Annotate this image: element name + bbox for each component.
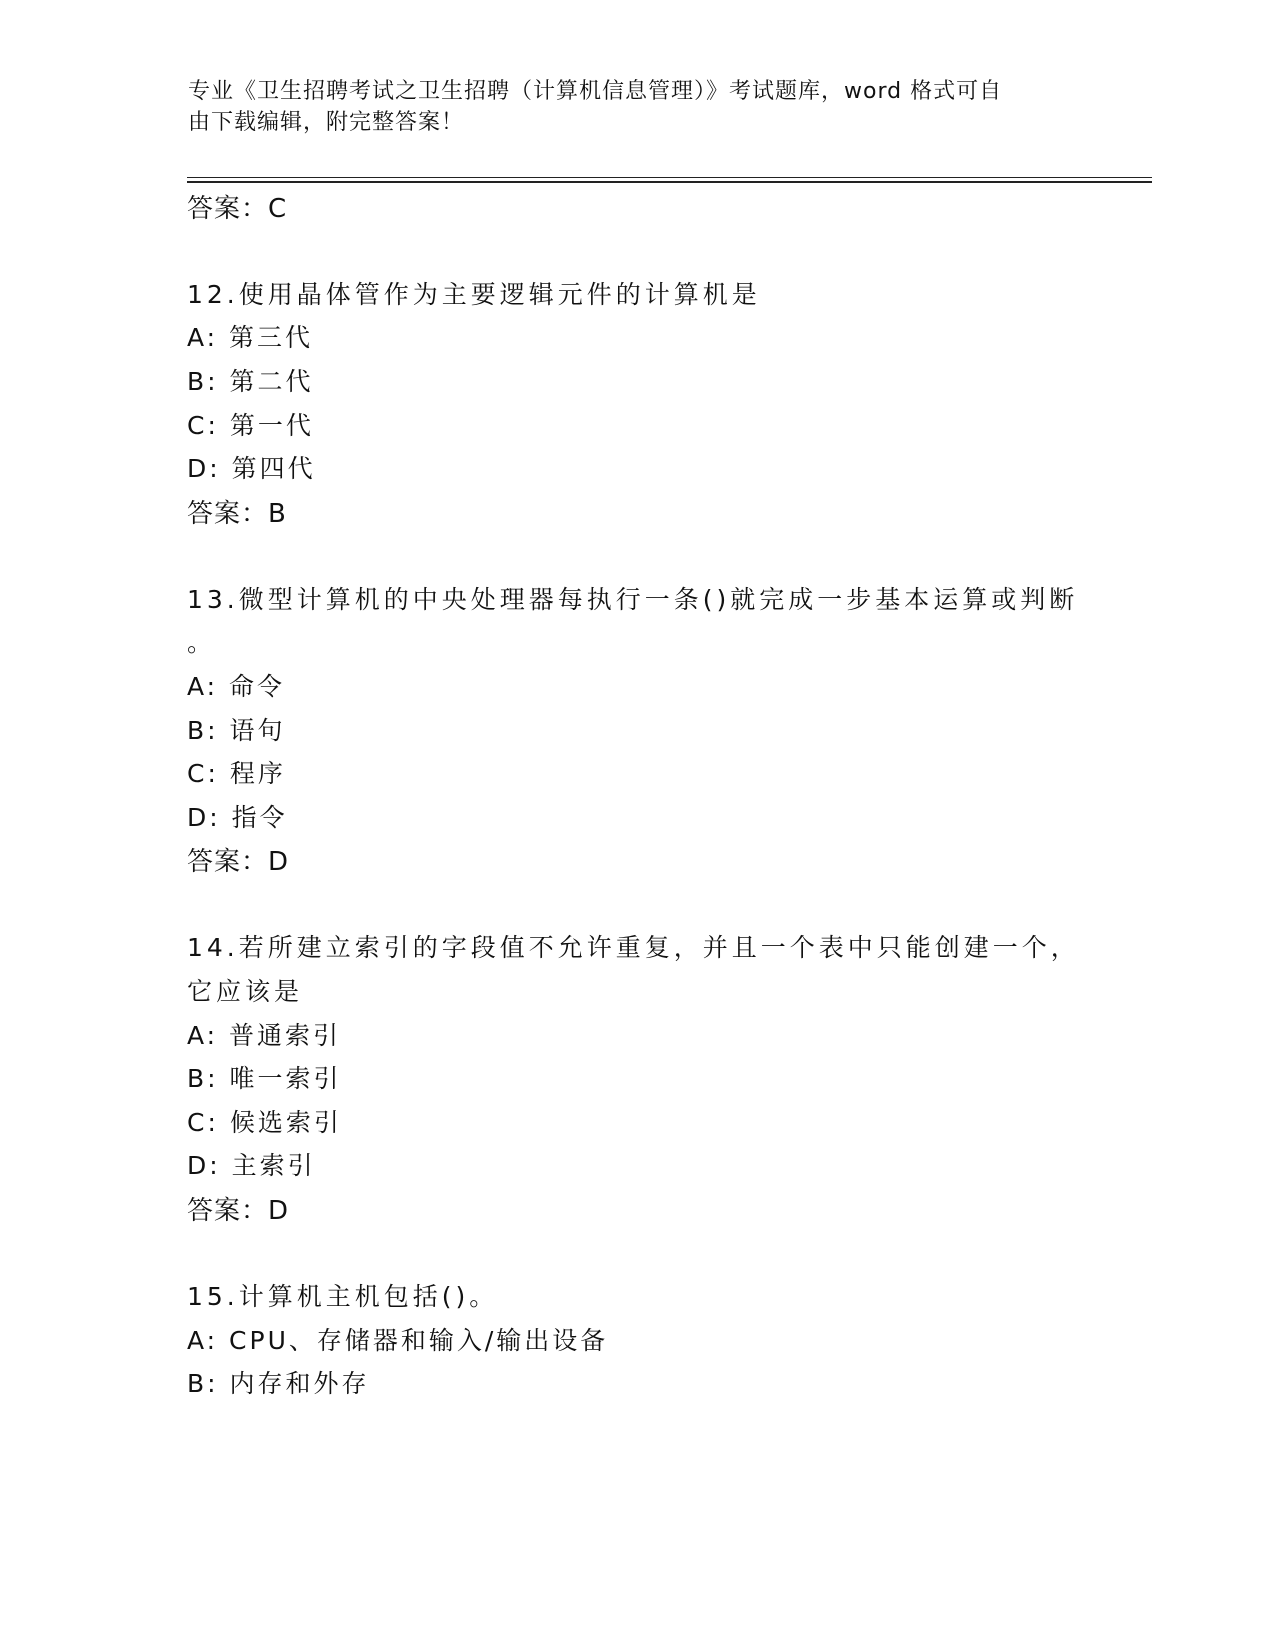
q12-option-b: B: 第二代	[187, 367, 314, 396]
question-14-line-2: 它应该是	[187, 977, 304, 1006]
answer-13: 答案：D	[187, 847, 290, 877]
header-divider-bottom	[187, 181, 1152, 183]
q14-option-b: B: 唯一索引	[187, 1064, 342, 1093]
question-13-line-1: 13.微型计算机的中央处理器每执行一条()就完成一步基本运算或判断	[187, 585, 1079, 614]
question-15: 15.计算机主机包括()。	[187, 1282, 499, 1311]
question-12: 12.使用晶体管作为主要逻辑元件的计算机是	[187, 280, 761, 309]
q14-option-a: A: 普通索引	[187, 1021, 342, 1050]
q12-option-a: A: 第三代	[187, 323, 314, 352]
q14-option-c: C: 候选索引	[187, 1108, 342, 1137]
question-14-line-1: 14.若所建立索引的字段值不允许重复，并且一个表中只能创建一个，	[187, 933, 1080, 962]
q13-option-a: A: 命令	[187, 672, 286, 701]
q12-option-d: D: 第四代	[187, 454, 316, 483]
q13-option-c: C: 程序	[187, 759, 286, 788]
answer-11: 答案：C	[187, 194, 288, 224]
answer-12: 答案：B	[187, 499, 287, 529]
q12-option-c: C: 第一代	[187, 411, 314, 440]
q14-option-d: D: 主索引	[187, 1151, 316, 1180]
question-13-line-2: 。	[187, 628, 216, 657]
q15-option-a: A: CPU、存储器和输入/输出设备	[187, 1326, 609, 1355]
q13-option-b: B: 语句	[187, 716, 286, 745]
header-line-2: 由下载编辑，附完整答案！	[188, 110, 465, 135]
header-divider-top	[187, 177, 1152, 178]
q15-option-b: B: 内存和外存	[187, 1369, 370, 1398]
q13-option-d: D: 指令	[187, 803, 288, 832]
document-header	[188, 76, 1068, 138]
answer-14: 答案：D	[187, 1196, 290, 1226]
header-line-1: 专业《卫生招聘考试之卫生招聘（计算机信息管理）》考试题库，word 格式可自	[188, 79, 1003, 104]
